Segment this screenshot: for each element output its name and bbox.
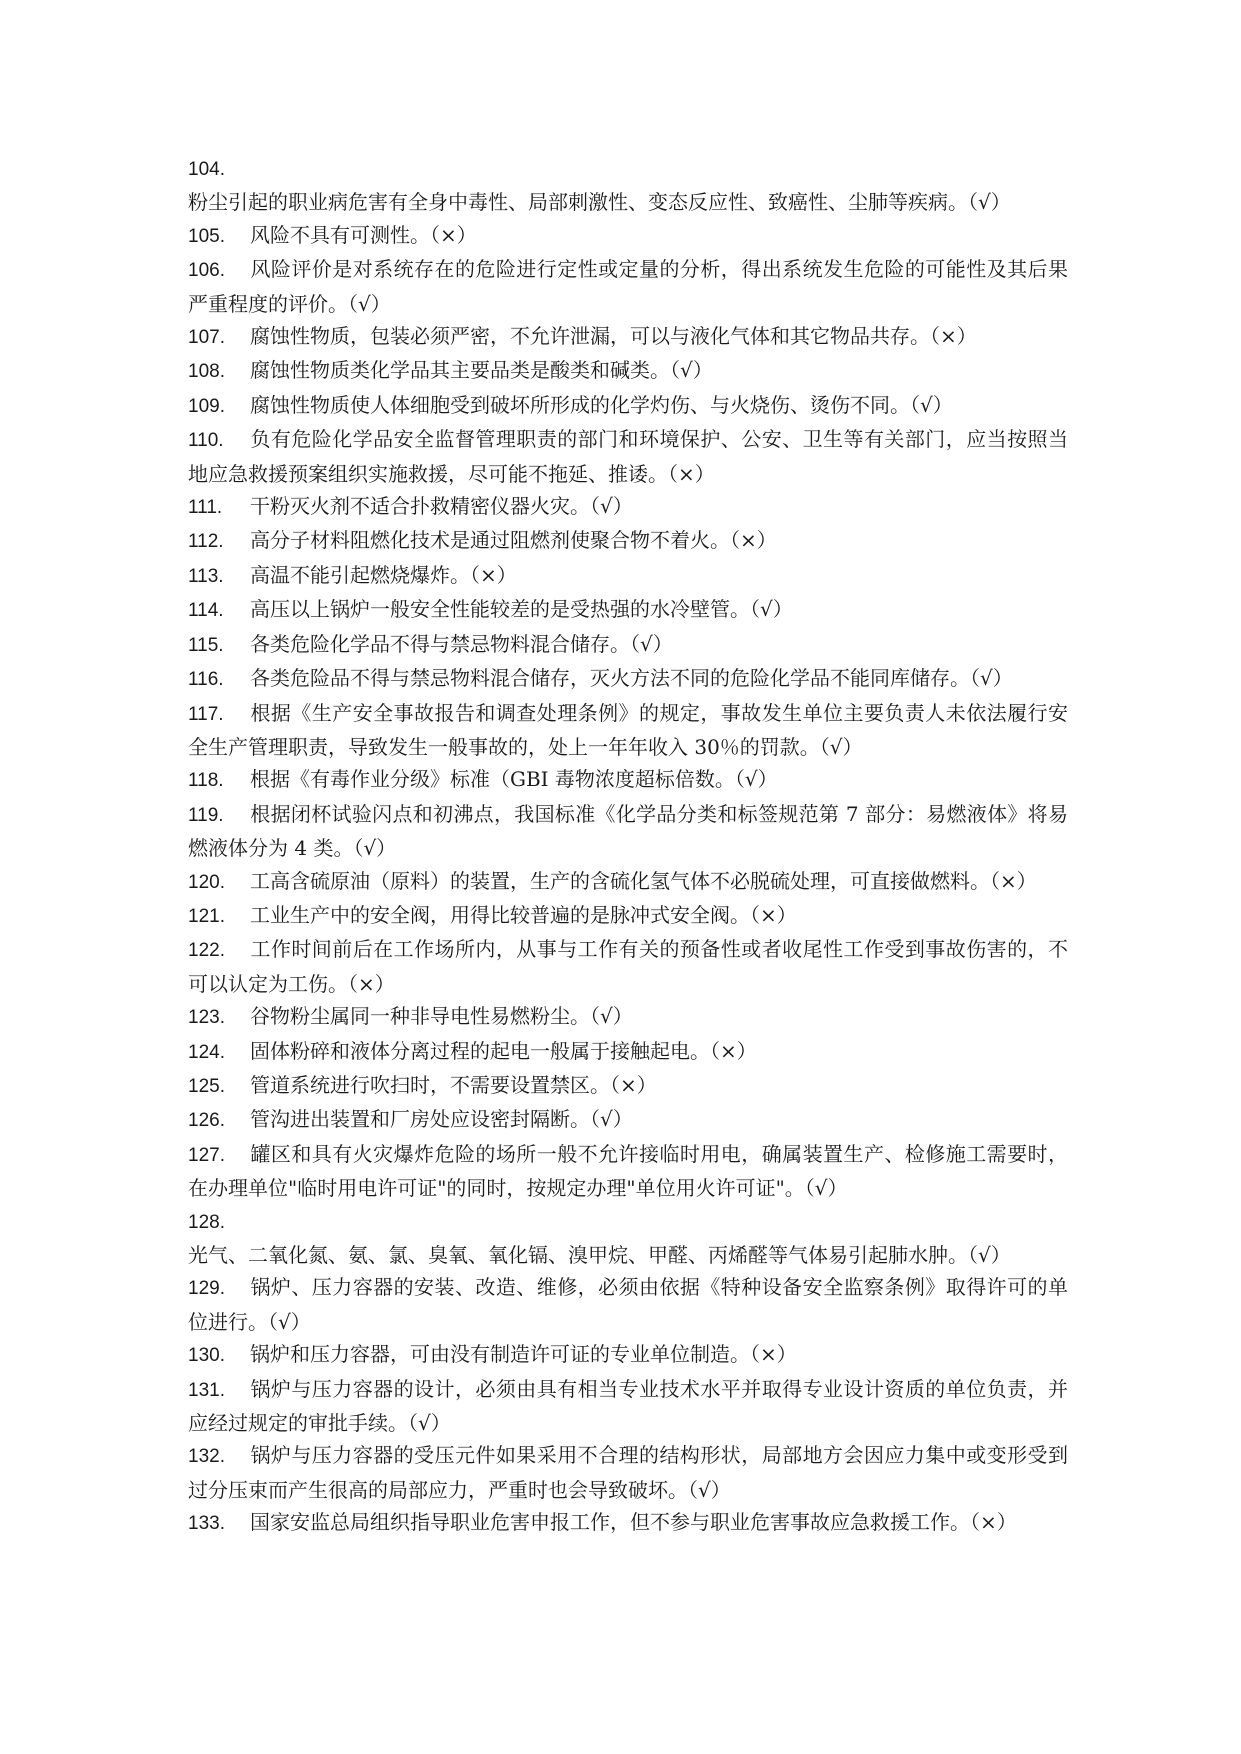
- question-number: 105.: [188, 225, 225, 247]
- question-number: 131.: [188, 1379, 225, 1401]
- question-item: [188, 763, 1068, 797]
- question-number: 110.: [188, 430, 224, 452]
- question-text: 国家安监总局组织指导职业危害申报工作，但不参与职业危害事故应急救援工作。（×）: [250, 1510, 1017, 1535]
- question-text: 腐蚀性物质使人体细胞受到破坏所形成的化学灼伤、与火烧伤、烫伤不同。（√）: [250, 392, 953, 417]
- question-item: [188, 697, 1068, 764]
- question-text: 高温不能引起燃烧爆炸。（×）: [250, 562, 517, 587]
- question-item: [188, 933, 1068, 1000]
- question-text: 管沟进出装置和厂房处应设密封隔断。（√）: [250, 1107, 633, 1132]
- question-number: 118.: [188, 770, 224, 792]
- question-number: 123.: [188, 1007, 225, 1029]
- question-number: 130.: [188, 1345, 225, 1367]
- question-number: 117.: [188, 703, 224, 725]
- question-item: [188, 253, 1068, 320]
- question-item: [188, 1205, 1068, 1272]
- question-text: 干粉灭火剂不适合扑救精密仪器火灾。（√）: [250, 494, 633, 519]
- question-item: [188, 662, 1068, 696]
- question-number: 133.: [188, 1513, 225, 1535]
- question-item: [188, 1271, 1068, 1338]
- question-number: 106.: [188, 260, 225, 282]
- question-item: [188, 593, 1068, 627]
- question-item: [188, 152, 1068, 219]
- question-number: 121.: [188, 905, 225, 927]
- question-text: 工作时间前后在工作场所内，从事与工作有关的预备性或者收尾性工作受到事故伤害的，不可以认定为工伤。（×）: [188, 937, 1068, 996]
- question-item: [188, 559, 1068, 593]
- question-number: 119.: [188, 804, 224, 826]
- question-number: 129.: [188, 1278, 225, 1300]
- question-text: 粉尘引起的职业病危害有全身中毒性、局部刺激性、变态反应性、致癌性、尘肺等疾病。（√）: [188, 190, 1011, 215]
- question-item: [188, 1000, 1068, 1034]
- question-text: 风险不具有可测性。（×）: [250, 222, 477, 247]
- question-number: 120.: [188, 871, 225, 893]
- question-text: 负有危险化学品安全监督管理职责的部门和环境保护、公安、卫生等有关部门，应当按照当地应急救援预案组织实施救援，尽可能不拖延、推诿。（×）: [188, 427, 1068, 486]
- question-list: [188, 152, 1068, 1541]
- question-text: 根据《生产安全事故报告和调查处理条例》的规定，事故发生单位主要负责人未依法履行安全生产管理职责，导致发生一般事故的，处上一年年收入 30％的罚款。（√）: [188, 700, 1068, 759]
- question-number: 108.: [188, 361, 225, 383]
- question-text: 固体粉碎和液体分离过程的起电一般属于接触起电。（×）: [250, 1038, 757, 1063]
- question-item: [188, 1373, 1068, 1440]
- question-item: [188, 490, 1068, 524]
- question-number: 126.: [188, 1110, 225, 1132]
- question-number: 113.: [188, 565, 224, 587]
- question-number: 109.: [188, 395, 225, 417]
- question-text: 工高含硫原油（原料）的装置，生产的含硫化氢气体不必脱硫处理，可直接做燃料。（×）: [250, 868, 1037, 893]
- question-text: 锅炉和压力容器，可由没有制造许可证的专业单位制造。（×）: [250, 1342, 797, 1367]
- question-text: 腐蚀性物质类化学品其主要品类是酸类和碱类。（√）: [250, 358, 713, 383]
- question-number: 124.: [188, 1041, 225, 1063]
- question-item: [188, 628, 1068, 662]
- question-text: 高分子材料阻燃化技术是通过阻燃剂使聚合物不着火。（×）: [250, 528, 777, 553]
- question-number: 127.: [188, 1144, 225, 1166]
- question-text: 锅炉与压力容器的设计，必须由具有相当专业技术水平并取得专业设计资质的单位负责，并应经过规定的审批手续。（√）: [188, 1376, 1068, 1436]
- question-item: [188, 354, 1068, 388]
- question-number: 122.: [188, 940, 225, 962]
- question-text: 风险评价是对系统存在的危险进行定性或定量的分析，得出系统发生危险的可能性及其后果严重程度的评价。（√）: [188, 257, 1068, 316]
- question-item: [188, 1035, 1068, 1069]
- question-item: [188, 320, 1068, 354]
- question-text: 各类危险品不得与禁忌物料混合储存，灭火方法不同的危险化学品不能同库储存。（√）: [250, 666, 1013, 691]
- question-text: 工业生产中的安全阀，用得比较普遍的是脉冲式安全阀。（×）: [250, 902, 797, 927]
- question-item: [188, 1506, 1068, 1540]
- question-item: [188, 524, 1068, 558]
- question-text: 高压以上锅炉一般安全性能较差的是受热强的水冷壁管。（√）: [250, 597, 793, 622]
- question-text: 根据《有毒作业分级》标准（GBI 毒物浓度超标倍数。（√）: [250, 767, 778, 792]
- question-number: 112.: [188, 531, 224, 553]
- question-text: 锅炉与压力容器的受压元件如果采用不合理的结构形状，局部地方会因应力集中或变形受到过分压束而产生很高的局部应力，严重时也会导致破坏。（√）: [188, 1443, 1068, 1502]
- question-item: [188, 798, 1068, 865]
- question-number: 107.: [188, 327, 225, 349]
- question-text: 管道系统进行吹扫时，不需要设置禁区。（×）: [250, 1072, 657, 1097]
- question-number: 114.: [188, 600, 224, 622]
- question-item: [188, 899, 1068, 933]
- question-number: 116.: [188, 669, 224, 691]
- question-number: 111.: [188, 497, 223, 519]
- question-text: 各类危险化学品不得与禁忌物料混合储存。（√）: [250, 631, 673, 656]
- question-item: [188, 1103, 1068, 1137]
- question-item: [188, 219, 1068, 253]
- question-text: 罐区和具有火灾爆炸危险的场所一般不允许接临时用电，确属装置生产、检修施工需要时，在办理单位"临时用电许可证"的同时，按规定办理"单位用火许可证"。（√）: [188, 1141, 1068, 1201]
- question-text: 谷物粉尘属同一种非导电性易燃粉尘。（√）: [250, 1004, 633, 1029]
- question-text: 光气、二氧化氮、氨、氯、臭氧、氧化镉、溴甲烷、甲醛、丙烯醛等气体易引起肺水肿。（√）: [188, 1243, 1011, 1267]
- question-number: 104.: [188, 159, 225, 180]
- question-item: [188, 1069, 1068, 1103]
- question-number: 125.: [188, 1075, 225, 1097]
- question-item: [188, 1338, 1068, 1372]
- question-text: 根据闭杯试验闪点和初沸点，我国标准《化学品分类和标签规范第 7 部分：易燃液体》将易燃液体分为 4 类。（√）: [188, 801, 1068, 861]
- question-item: [188, 865, 1068, 899]
- question-item: [188, 389, 1068, 423]
- question-item: [188, 1439, 1068, 1506]
- question-item: [188, 423, 1068, 490]
- question-text: 锅炉、压力容器的安装、改造、维修，必须由依据《特种设备安全监察条例》取得许可的单位进行。（√）: [188, 1275, 1068, 1334]
- question-number: 115.: [188, 634, 224, 656]
- question-item: [188, 1138, 1068, 1205]
- question-number: 128.: [188, 1211, 225, 1233]
- question-text: 腐蚀性物质，包装必须严密，不允许泄漏，可以与液化气体和其它物品共存。（×）: [250, 324, 977, 349]
- question-number: 132.: [188, 1446, 225, 1468]
